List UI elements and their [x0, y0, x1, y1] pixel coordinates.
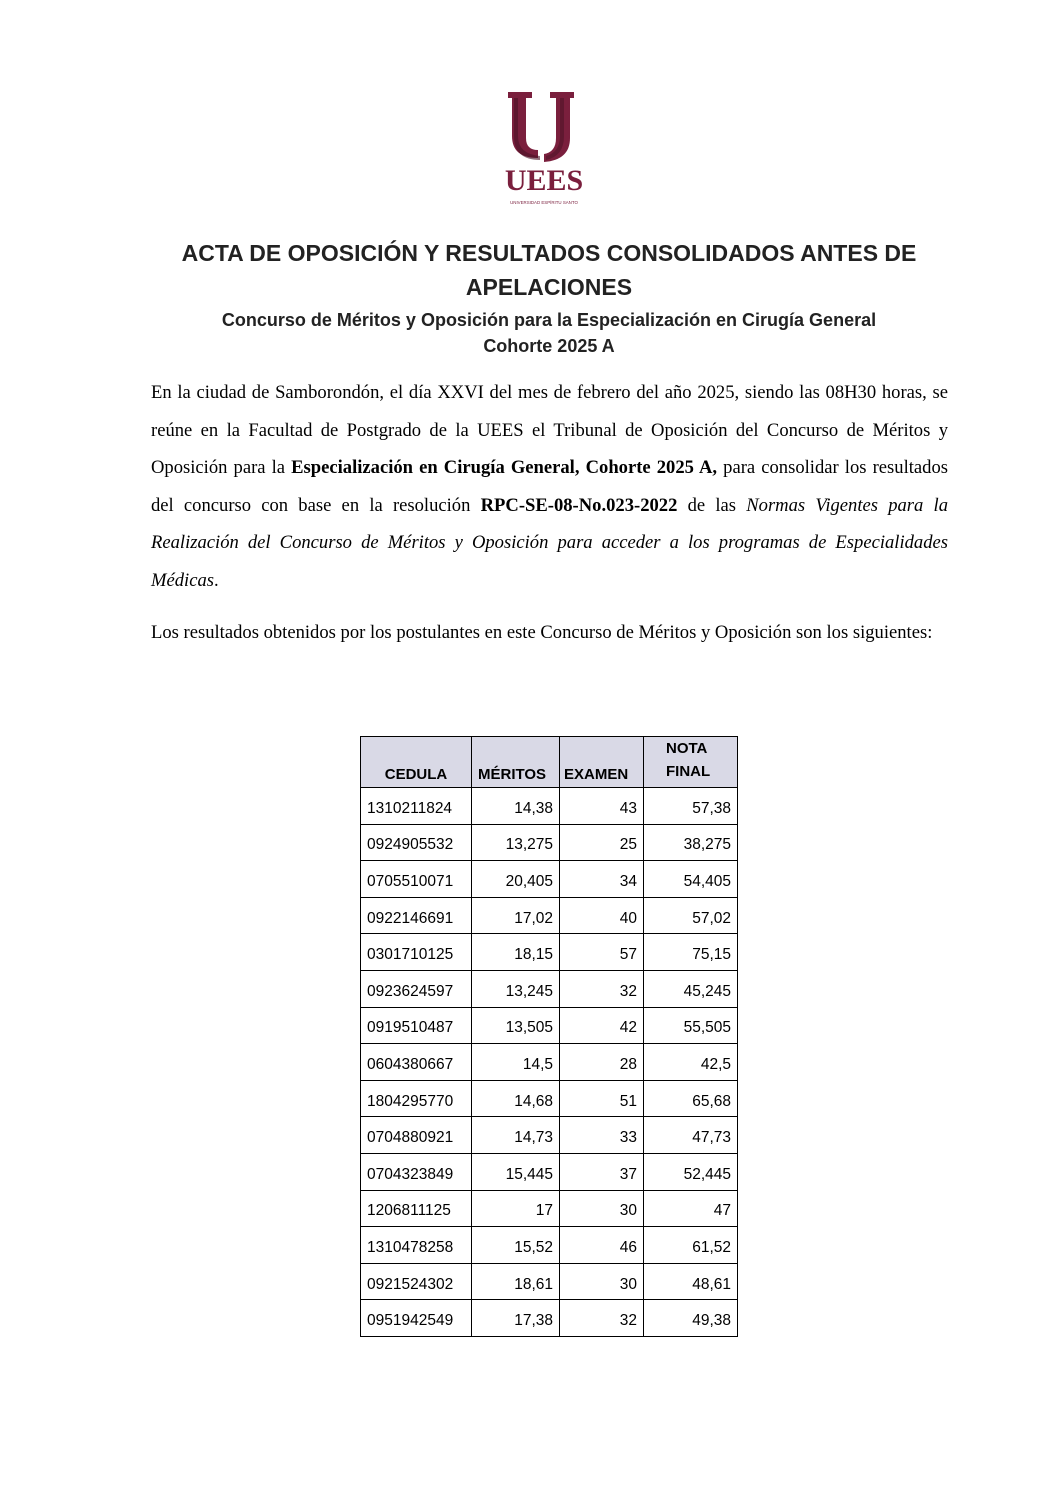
cell-meritos: 14,68 — [472, 1080, 560, 1117]
header-examen: EXAMEN — [560, 737, 644, 788]
table-row — [361, 788, 738, 825]
table-row — [361, 934, 738, 971]
cell-meritos: 13,505 — [472, 1007, 560, 1044]
cell-nota-final: 48,61 — [644, 1263, 738, 1300]
cell-examen: 34 — [560, 861, 644, 898]
cell-cedula: 1310211824 — [361, 788, 472, 825]
cell-nota-final: 47 — [644, 1190, 738, 1227]
cell-meritos: 17 — [472, 1190, 560, 1227]
cell-nota-final: 65,68 — [644, 1080, 738, 1117]
cell-examen: 32 — [560, 1300, 644, 1337]
cell-examen: 46 — [560, 1227, 644, 1264]
cell-cedula: 0921524302 — [361, 1263, 472, 1300]
results-intro-paragraph: Los resultados obtenidos por los postulantes en este Concurso de Méritos y Oposición son los siguientes: — [151, 622, 933, 643]
cell-meritos: 14,73 — [472, 1117, 560, 1154]
table-row — [361, 1080, 738, 1117]
table-body — [361, 788, 738, 1337]
cell-cedula: 0919510487 — [361, 1007, 472, 1044]
cell-cedula: 1804295770 — [361, 1080, 472, 1117]
intro-program-name: Especialización en Cirugía General, Cohorte 2025 A, — [291, 457, 718, 478]
cell-cedula: 0704880921 — [361, 1117, 472, 1154]
cell-examen: 28 — [560, 1044, 644, 1081]
document-title: ACTA DE OPOSICIÓN Y RESULTADOS CONSOLIDADOS ANTES DE APELACIONES — [181, 240, 917, 300]
intro-text-4: . — [214, 569, 219, 591]
svg-text:UNIVERSIDAD ESPÍRITU SANTO: UNIVERSIDAD ESPÍRITU SANTO — [510, 200, 578, 205]
header-cedula: CEDULA — [361, 737, 472, 788]
cell-examen: 25 — [560, 824, 644, 861]
cell-meritos: 17,02 — [472, 897, 560, 934]
table-row — [361, 861, 738, 898]
cell-examen: 57 — [560, 934, 644, 971]
subtitle-line-1: Concurso de Méritos y Oposición para la Especialización en Cirugía General — [221, 310, 877, 330]
cell-examen: 51 — [560, 1080, 644, 1117]
cell-cedula: 0705510071 — [361, 861, 472, 898]
intro-text-3: de las — [677, 494, 747, 516]
table-row — [361, 897, 738, 934]
cell-cedula: 0704323849 — [361, 1153, 472, 1190]
cell-meritos: 13,245 — [472, 970, 560, 1007]
cell-cedula: 0924905532 — [361, 824, 472, 861]
header-nota-line-2: FINAL — [666, 763, 711, 780]
table-row — [361, 824, 738, 861]
table-row — [361, 1263, 738, 1300]
cell-cedula: 0604380667 — [361, 1044, 472, 1081]
cell-meritos: 18,61 — [472, 1263, 560, 1300]
table-row — [361, 1300, 738, 1337]
cell-examen: 42 — [560, 1007, 644, 1044]
cell-meritos: 14,5 — [472, 1044, 560, 1081]
cell-nota-final: 52,445 — [644, 1153, 738, 1190]
cell-nota-final: 57,02 — [644, 897, 738, 934]
intro-resolution: RPC-SE-08-No.023-2022 — [480, 494, 678, 516]
uees-logo — [492, 84, 602, 214]
table-row — [361, 1190, 738, 1227]
table-row — [361, 1153, 738, 1190]
cell-examen: 40 — [560, 897, 644, 934]
cell-cedula: 0951942549 — [361, 1300, 472, 1337]
cell-nota-final: 75,15 — [644, 934, 738, 971]
cell-meritos: 20,405 — [472, 861, 560, 898]
cell-meritos: 15,52 — [472, 1227, 560, 1264]
cell-meritos: 13,275 — [472, 824, 560, 861]
table-row — [361, 1227, 738, 1264]
cell-nota-final: 54,405 — [644, 861, 738, 898]
table-header-row — [361, 737, 738, 788]
cell-cedula: 0301710125 — [361, 934, 472, 971]
cell-examen: 43 — [560, 788, 644, 825]
cell-meritos: 15,445 — [472, 1153, 560, 1190]
cell-nota-final: 45,245 — [644, 970, 738, 1007]
table-row — [361, 1044, 738, 1081]
cell-cedula: 1310478258 — [361, 1227, 472, 1264]
cell-examen: 30 — [560, 1190, 644, 1227]
cell-nota-final: 49,38 — [644, 1300, 738, 1337]
cell-meritos: 17,38 — [472, 1300, 560, 1337]
svg-text:UEES: UEES — [504, 164, 584, 197]
cell-nota-final: 61,52 — [644, 1227, 738, 1264]
document-subtitle — [150, 307, 948, 359]
cell-examen: 30 — [560, 1263, 644, 1300]
cell-nota-final: 47,73 — [644, 1117, 738, 1154]
cell-meritos: 14,38 — [472, 788, 560, 825]
intro-paragraph — [151, 374, 948, 599]
results-table — [360, 736, 738, 1337]
cell-meritos: 18,15 — [472, 934, 560, 971]
table-row — [361, 970, 738, 1007]
table-row — [361, 1117, 738, 1154]
cell-nota-final: 42,5 — [644, 1044, 738, 1081]
cell-nota-final: 38,275 — [644, 824, 738, 861]
cell-nota-final: 57,38 — [644, 788, 738, 825]
table-row — [361, 1007, 738, 1044]
cell-examen: 33 — [560, 1117, 644, 1154]
intro-text-2: para consolidar los resultados del concurso con base en la resolución — [151, 457, 948, 516]
cell-cedula: 0923624597 — [361, 970, 472, 1007]
header-meritos: MÉRITOS — [472, 737, 560, 788]
cell-cedula: 0922146691 — [361, 897, 472, 934]
cell-cedula: 1206811125 — [361, 1190, 472, 1227]
cell-nota-final: 55,505 — [644, 1007, 738, 1044]
intro-text-1: En la ciudad de Samborondón, el día XXVI del mes de febrero del año 2025, siendo las 08H30 horas, se reúne en la Facultad de Postgrado de la UEES el Tribunal de Oposición del Concurso de Méritos y Oposición para la — [151, 382, 948, 478]
header-nota-line-1: NOTA — [666, 740, 708, 757]
intro-norms-title: Normas Vigentes para la Realización del Concurso de Méritos y Oposición para acceder a los programas de Especialidades Médicas — [151, 494, 949, 591]
subtitle-line-2: Cohorte 2025 A — [483, 336, 615, 356]
header-nota-final — [644, 737, 738, 788]
cell-examen: 32 — [560, 970, 644, 1007]
cell-examen: 37 — [560, 1153, 644, 1190]
